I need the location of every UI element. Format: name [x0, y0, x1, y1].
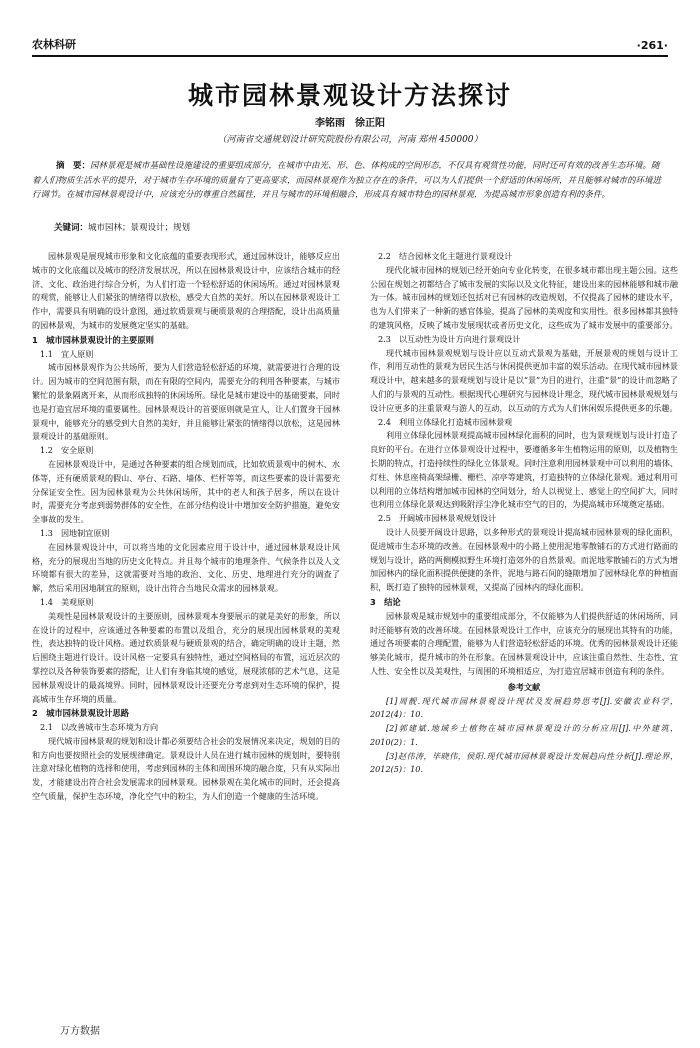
- keywords: [54, 221, 668, 235]
- keywords-text: 城市园林；景观设计；规划: [88, 223, 191, 233]
- right-column: [370, 250, 678, 777]
- body-paragraph: 美观性是园林景观设计的主要原则，园林景观本身要展示的就是美好的形象，所以在设计的过程中，应该通过各种要素的布置以及组合，充分的展现出园林景观的美观性，表达独特的设计风格。通过软质景观与硬质景观的结合，确定明确的设计主题，然后围绕主题进行设计。设计风格一定要具有独特性，通过空间格局的布置，远近层次的掌控以及各种装饰要素的搭配，让人们有身临其境的感觉，展现浓郁的艺术气息，这是园林景观设计的最高境界。同时，园林景观设计还要充分考虑到对生态环境的保护，提高城市生存环境的质量。: [32, 610, 340, 704]
- subsection-heading: 1.2 安全原则: [40, 445, 94, 456]
- body-paragraph: 在园林景观设计中，是通过各种要素的组合规划而成，比如软质景观中的树木、水体等，还有硬质景观的假山、亭台、石路、墙体、栏杆等等，而这些要素的设计需要充分保证安全性。因为园林景观为公共休闲场所，其中的老人和孩子居多，所以在设计时，需要充分考虑到弱势群体的安全性，在部分结构设计中增加安全防护措施，避免安全事故的发生。: [32, 458, 340, 525]
- running-header: [32, 34, 668, 52]
- abstract-label: 摘 要：: [56, 161, 91, 171]
- paragraph-block: [32, 458, 340, 527]
- subsection-heading: 2.2 结合园林文化主题进行景观设计: [378, 251, 513, 261]
- subsection-heading: 2.5 开阔城市园林景观规划设计: [378, 513, 497, 524]
- subsection-heading: 2.4 利用立体绿化打造城市园林景观: [378, 416, 513, 427]
- article-affiliation: （河南省交通规划设计研究院股份有限公司，河南 郑州 450000）: [217, 135, 483, 145]
- body-paragraph: 设计人员要开阔设计思路，以多种形式的景观设计提高城市园林景观的绿化面积，促进城市生态环境的改善。在园林景观中的小路上使用泥地零散铺石的方式进行路面的规划与设计，路的两侧模拟野生环境打造郊外的自然景观。而泥地零散铺石的方式为增加园林内的绿化面积提供便捷的条件，泥地与路石间的缝隙增加了园林绿化草的种植面积，既打造了独特的园林景观，又提高了园林内的绿化面积。: [370, 526, 678, 593]
- section-heading: 2 城市园林景观设计思路: [32, 708, 130, 719]
- abstract-text: 园林景观是城市基础性设施建设的重要组成部分，在城市中由光、形、色、体构成的空间形态，不仅具有观赏性功能，同时还可有效的改善生态环境。随着人们物质生活水平的提升，对于城市生存环境的质量有了更高要求，而园林景观作为独立存在的条件，可以为人们提供一个舒适的休闲场所，并且能够对城市的环境进行调节。在城市园林景观设计中，应该充分的尊重自然属性，并且与城市的环境相融合，形成具有城市特色的园林景观，为提高城市形象创造有利的条件。: [32, 161, 662, 200]
- body-paragraph: 利用立体绿化园林景观提高城市园林绿化面积的同时，也为景观规划与设计打造了良好的平台。在进行立体景观设计过程中，要遵循多年生植物运用的原则，以及植物生长期的特点，打造持续性的绿化立体景观。同时注意利用园林景观中可以利用的墙体、灯柱、休息座椅高架绿栅、栅栏、凉亭等建筑，打造独特的立体绿化景观。通过利用可以利用的立体结构增加城市园林的空间划分，给人以视觉上、感觉上的空间扩大，同时也利用立体绿化景观达到吸附浮尘净化城市空气的目的，为提高城市环境奠定基础。: [370, 430, 678, 510]
- reference-item: [1]周靓.现代城市园林景观设计现状及发展趋势思考[J].安徽农业科学，2012(4)：10.: [370, 695, 678, 720]
- right-column-body: [370, 250, 678, 679]
- references-list: [370, 695, 678, 778]
- article-title: 城市园林景观设计方法探讨: [187, 81, 512, 110]
- paragraph-block: [370, 429, 678, 512]
- section-heading: 3 结论: [370, 596, 401, 607]
- subsection-heading: 2.3 以互动性为设计方向进行景观设计: [378, 333, 521, 344]
- references-title: 参考文献: [507, 681, 541, 692]
- subsection-heading: 1.1 宜人原则: [40, 348, 94, 359]
- paragraph-block: [32, 735, 340, 804]
- body-paragraph: 在园林景观设计中，可以将当地的文化因素应用于设计中，通过园林景观设计风格，充分的展现出当地的历史文化特点。并且每个城市的地理条件、气候条件以及人文环境都有很大的差异，这就需要对当地的政治、文化、历史、地理进行充分的调查了解，然后采用因地制宜的原则，设计出符合当地民众需求的园林景观。: [32, 541, 340, 594]
- body-paragraph: 现代化城市园林的规划已经开始向专业化转变，在很多城市都出现主题公园。这些公园在规划之初都结合了城市发展的实际以及文化特征，建设出来的园林能够和城市融为一体。城市园林的规划还包括对已有园林的改造规划，不仅提高了园林的建设水平，也为人们带来了一种新的感官体验，提高了园林的美观度和实用性。很多园林都其独特的建筑风格，反映了城市发展现状或者历史文化，这些成为了城市发展中的重要部分。: [370, 264, 678, 330]
- subsection-heading: 1.4 美观原则: [40, 596, 94, 607]
- reference-item: [2]郭建斌.地域乡土植物在城市园林景观设计的分析应用[J].中外建筑，2010(2)：1.: [370, 723, 678, 747]
- subsection-heading: 1.3 因地制宜原则: [40, 527, 110, 538]
- page-number: ·261·: [636, 39, 668, 52]
- reference-item: [3]赵伟涛，毕晓伟，侯阳.现代城市园林景观设计发展趋向性分析[J].理论界，2012(5)：10.: [370, 750, 678, 775]
- left-column: [32, 250, 340, 804]
- paragraph-block: [32, 361, 340, 444]
- header-rule: [32, 55, 668, 57]
- body-paragraph: 现代城市园林景观的规划和设计都必须要结合社会的发展情况来决定，规划的目的和方向也要按照社会的发展规律确定。景观设计人员在进行城市园林的规划时，要特别注意对绿化植物的选择和使用，考虑到园林的主体和周围环境的融合度，只有从实际出发，才能建设出符合社会发展需求的园林景观。园林景观在美化城市的同时，还会提高空气质量，保护生态环境，净化空气中的粉尘，为人们创造一个健康的生活环境。: [32, 735, 340, 802]
- subsection-heading: 2.1 以改善城市生态环境为方向: [40, 722, 159, 733]
- paragraph-block: [32, 250, 340, 333]
- keywords-label: 关键词：: [54, 223, 89, 233]
- body-columns: [32, 250, 678, 1040]
- body-paragraph: 园林景观是展现城市形象和文化底蕴的重要表现形式，通过园林设计，能够反应出城市的文化底蕴以及城市的经济发展状况，所以在园林景观设计中，应该结合城市的经济、文化、政治进行综合分析，为人们打造一个轻松舒适的休闲场所。通过对园林景观的观赏，能够让人们紧张的情绪得以放松，感受大自然的美好。所以在园林景观设计工作中，需要具有明确的设计意图，通过软质景观与硬质景观的合理搭配，设计出高质量的园林景观，为城市的发展奠定坚实的基础。: [32, 251, 340, 330]
- paragraph-block: [370, 610, 678, 679]
- paragraph-block: [370, 526, 678, 595]
- article-authors: 李铭雨 徐正阳: [315, 118, 385, 129]
- footer-source: 万方数据: [60, 1026, 100, 1037]
- section-heading: 1 城市园林景观设计的主要原则: [32, 334, 154, 345]
- paragraph-block: [32, 541, 340, 596]
- body-paragraph: 现代城市园林景观规划与设计应以互动式景观为基础，开展景观的规划与设计工作，利用互动性的景观为居民生活与休闲提供更加丰富的娱乐活动。在现代城市园林景观设计中，越来越多的景观规划与设计是以“景”为目的进行，注重“景”的设计而忽略了人们的与景观的互动性。根据现代心理研究与园林设计理念，现代城市园林景观规划与设计应更多的注重景观与游人的互动，以互动的方式为人们休闲娱乐提供更多的乐趣。: [370, 347, 678, 413]
- body-paragraph: 城市园林景观作为公共场所，要为人们营造轻松舒适的环境，就需要进行合理的设计。因为城市的空间范围有限，而在有限的空间内，需要充分的利用各种要素，与城市繁忙的景象隔离开来，从而形成独特的休闲场所。绿化是城市建设中的基础要素，同时也是打造宜居环境的重要属性。园林景观设计的首要原则就是宜人，让人们置身于园林景观中，能够充分的感受到大自然的美好，并且能够让紧张的情绪得以放松，这是园林景观设计的基础原则。: [32, 362, 340, 442]
- body-paragraph: 园林景观是城市规划中的重要组成部分，不仅能够为人们提供舒适的休闲场所，同时还能够有效的改善环境。在园林景观设计工作中，应该充分的展现出其特有的功能，通过各项要素的合理配置，能够为人们营造轻松舒适的环境。优秀的园林景观设计还能够美化城市，提升城市的外在形象。在园林景观设计中，应该注重自然性、生态性、宜人性、安全性以及美观性，与周围的环境相适应，为打造宜居城市创造有利的条件。: [370, 610, 678, 676]
- journal-name: 农林科研: [32, 38, 76, 51]
- paragraph-block: [370, 347, 678, 416]
- abstract: [32, 159, 668, 203]
- paragraph-block: [370, 264, 678, 333]
- paragraph-block: [32, 610, 340, 707]
